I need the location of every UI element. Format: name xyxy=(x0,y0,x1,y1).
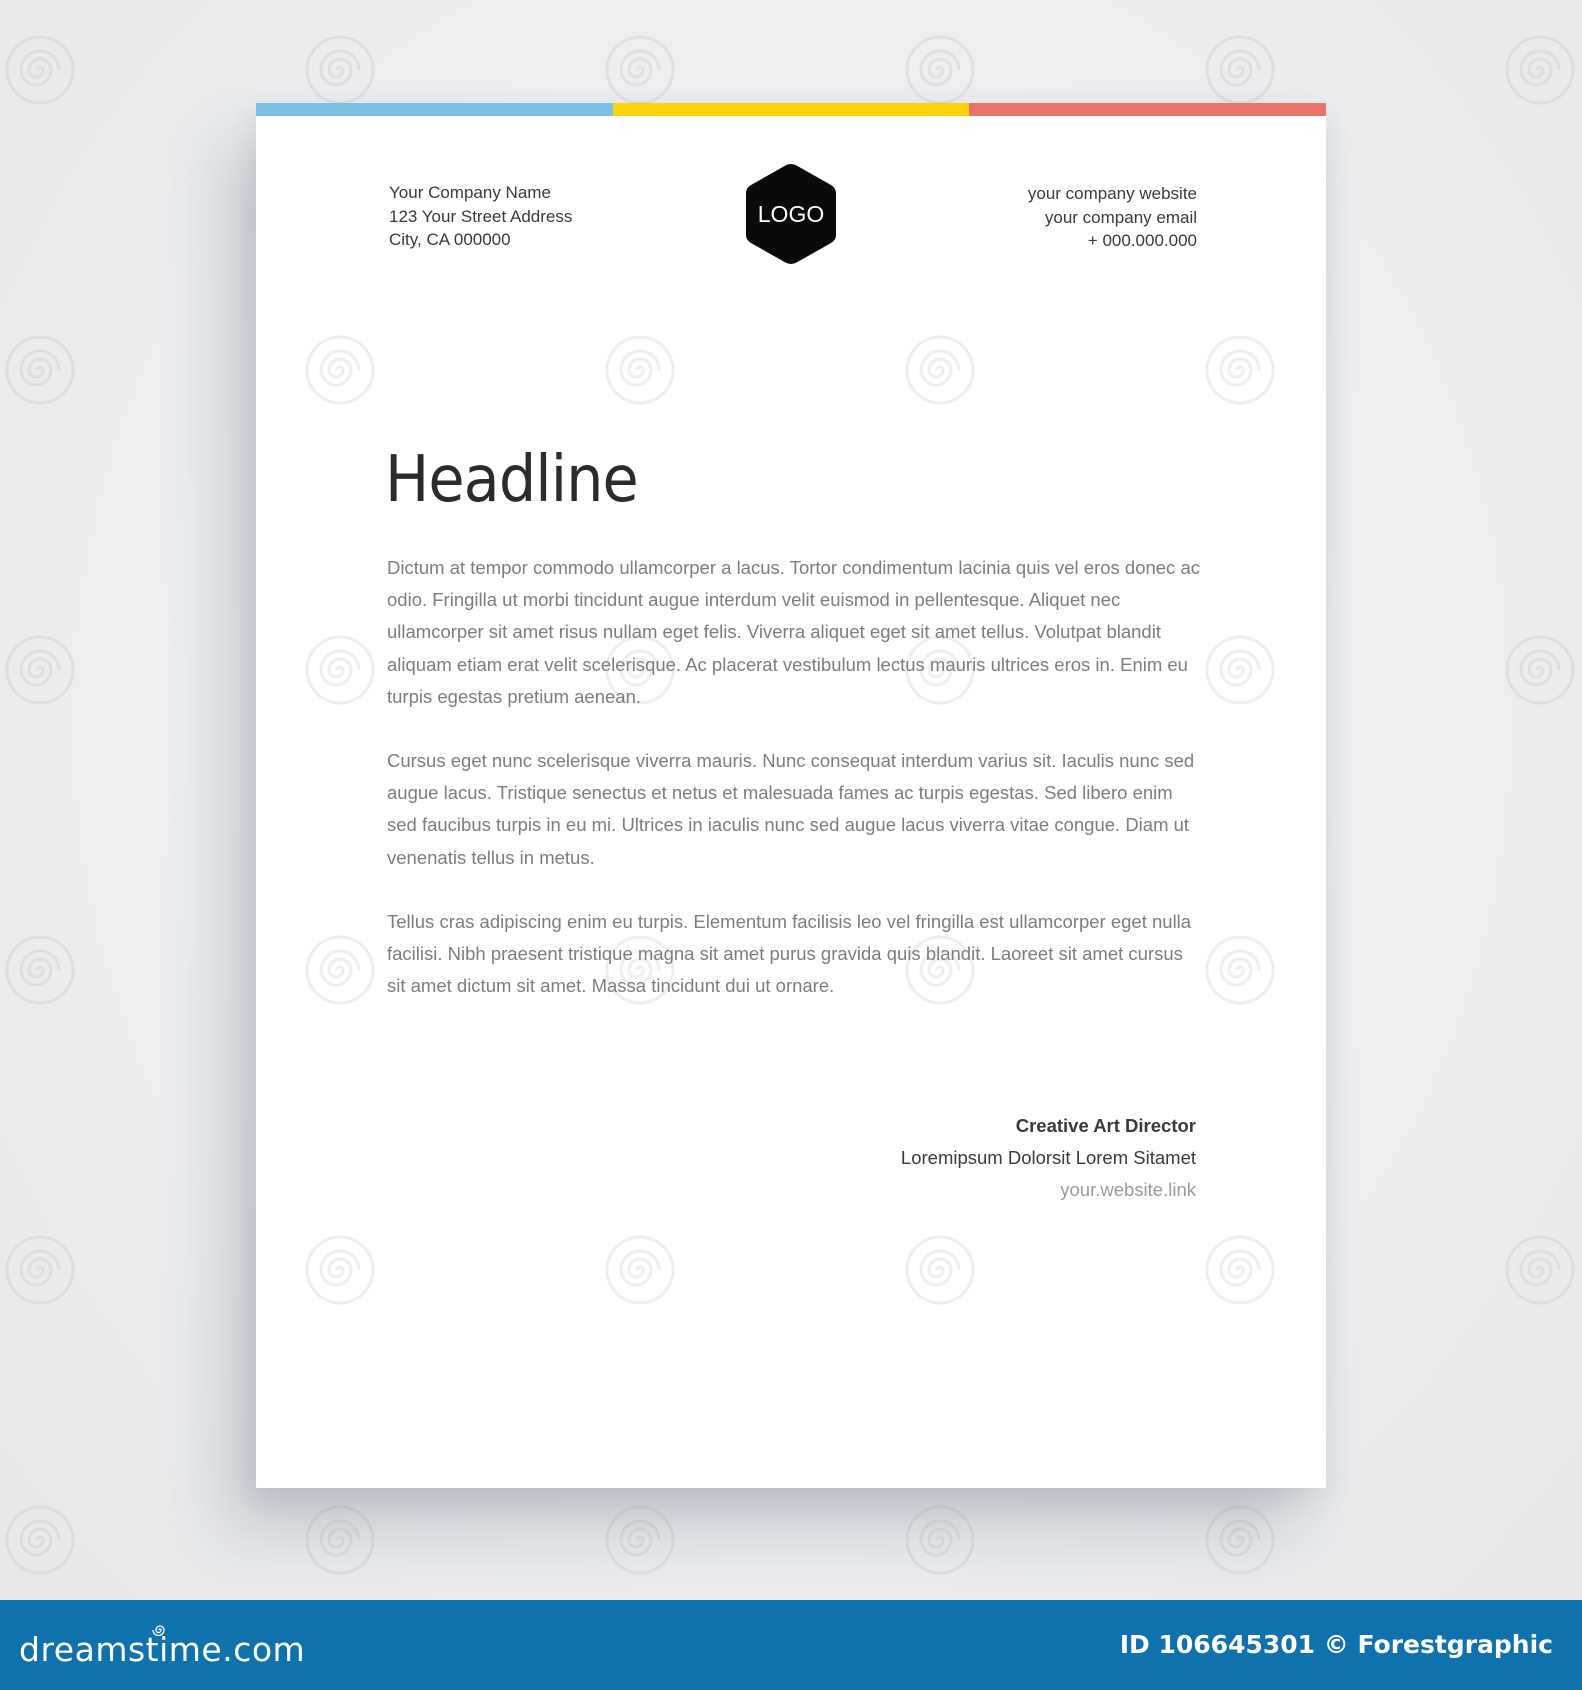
image-id-credit: ID 106645301 © Forestgraphic xyxy=(1119,1630,1553,1659)
color-bar-blue xyxy=(256,103,613,116)
company-street: 123 Your Street Address xyxy=(389,206,573,226)
paragraph-3: Tellus cras adipiscing enim eu turpis. Elementum facilisis leo vel fringilla est ullamcorper eget nulla facilisi. Nibh praesent tristique magna sit amet purus gravida quis blandit. Laoreet sit amet cursus sit amet dictum sit amet. Massa tincidunt dui ut ornare. xyxy=(387,910,1192,997)
company-name: Your Company Name xyxy=(389,183,551,202)
signature-title: Creative Art Director xyxy=(1015,1115,1196,1136)
logo-hexagon-icon xyxy=(743,161,839,267)
paragraph-2: Cursus eget nunc scelerisque viverra mauris. Nunc consequat interdum varius sit. Iaculis nunc sed augue lacus. Tristique senectus et netus et malesuada fames ac turpis egestas. Sed libero enim sed faucibus turpis in eu mi. Ultrices in iaculis nunc sed augue lacus viverra vitae congue. Diam ut venenatis tellus in metus. xyxy=(387,750,1195,868)
spiral-icon xyxy=(152,1622,168,1638)
company-city: City, CA 000000 xyxy=(389,230,511,249)
company-address-block xyxy=(389,181,689,252)
body-text xyxy=(387,552,1202,1034)
company-website: your company website xyxy=(1027,184,1197,203)
color-bar xyxy=(256,103,1326,116)
logo-text: LOGO xyxy=(757,201,825,227)
signature-link[interactable]: your.website.link xyxy=(1060,1179,1196,1200)
company-phone: + 000.000.000 xyxy=(1087,231,1197,250)
signature-block xyxy=(696,1110,1196,1206)
company-email: your company email xyxy=(1044,207,1197,227)
letterhead-paper xyxy=(256,103,1326,1488)
company-contact-block xyxy=(877,182,1197,253)
color-bar-red xyxy=(969,103,1326,116)
footer-bar xyxy=(0,1600,1582,1690)
footer-brand[interactable]: dreamstime.com xyxy=(19,1630,306,1669)
signature-names: Loremipsum Dolorsit Lorem Sitamet xyxy=(900,1147,1196,1168)
color-bar-yellow xyxy=(613,103,970,116)
paragraph-1: Dictum at tempor commodo ullamcorper a lacus. Tortor condimentum lacinia quis vel eros donec ac odio. Fringilla ut morbi tincidunt augue interdum velit euismod in pellentesque. Aliquet nec ullamcorper sit amet risus nullam eget felis. Viverra aliquet eget sit amet tellus. Volutpat blandit aliquam etiam erat velit scelerisque. Ac placerat vestibulum lectus mauris ultrices eros in. Enim eu turpis egestas pretium aenean. xyxy=(387,557,1200,707)
logo-hexagon xyxy=(743,161,839,267)
headline: Headline xyxy=(385,443,638,517)
